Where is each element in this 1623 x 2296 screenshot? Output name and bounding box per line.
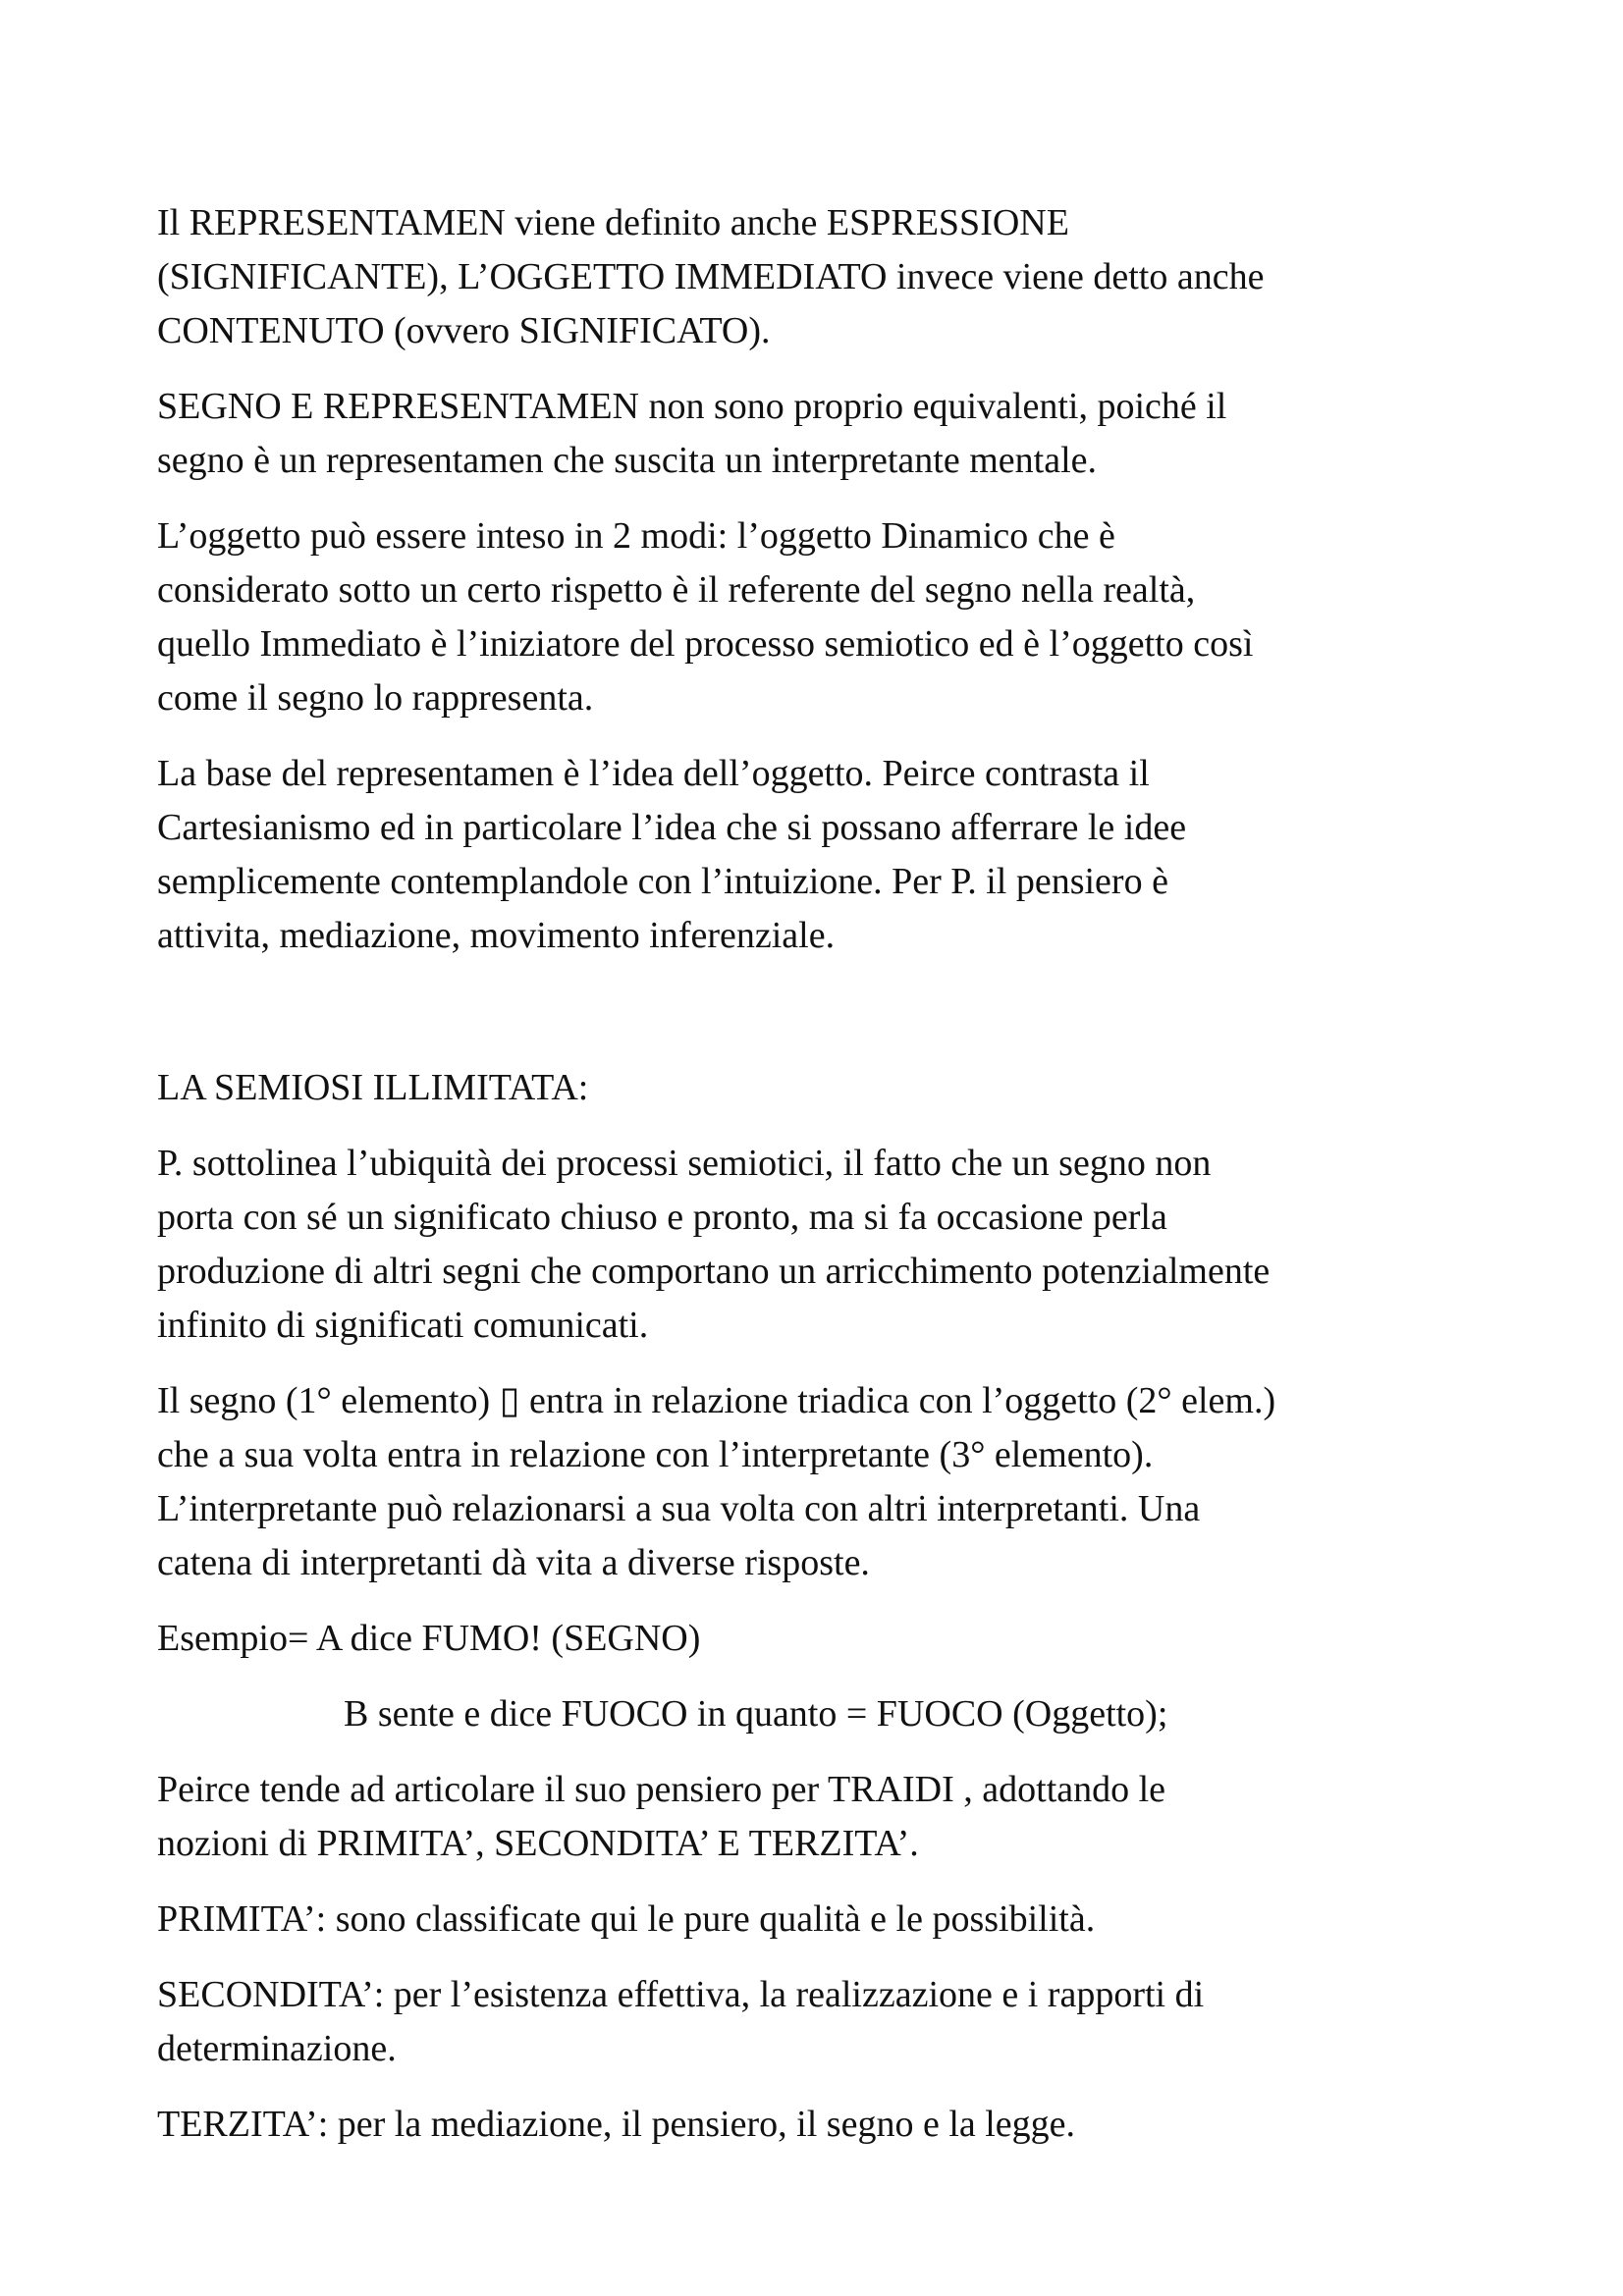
text-line: PRIMITA’: sono classificate qui le pure qualità e le possibilità. — [157, 1898, 1096, 1940]
paragraph-esempio — [157, 1612, 1532, 1666]
text-line: determinazione. — [157, 2028, 397, 2069]
text-line: (SIGNIFICANTE), L’OGGETTO IMMEDIATO invece viene detto anche — [157, 256, 1265, 297]
text-line: infinito di significati comunicati. — [157, 1305, 649, 1346]
paragraph-triadi — [157, 1763, 1532, 1871]
paragraph-primita — [157, 1893, 1532, 1947]
text-line: B sente e dice FUOCO in quanto = FUOCO (Oggetto); — [344, 1693, 1168, 1735]
paragraph-segno-representamen — [157, 380, 1532, 488]
text-line: produzione di altri segni che comportano un arricchimento potenzialmente — [157, 1251, 1271, 1292]
paragraph-relazione-triadica — [157, 1374, 1532, 1590]
text-line: LA SEMIOSI ILLIMITATA: — [157, 1067, 589, 1108]
text-line: porta con sé un significato chiuso e pronto, ma si fa occasione perla — [157, 1197, 1167, 1238]
paragraph-terzita — [157, 2098, 1532, 2152]
text-line: Il REPRESENTAMEN viene definito anche ESPRESSIONE — [157, 202, 1069, 243]
text-line: Il segno (1° elemento) ▯ entra in relazione triadica con l’oggetto (2° elem.) — [157, 1380, 1276, 1421]
document-body — [157, 196, 1532, 2173]
paragraph-base-representamen — [157, 747, 1532, 963]
text-line: L’oggetto può essere inteso in 2 modi: l’oggetto Dinamico che è — [157, 515, 1115, 557]
text-line: catena di interpretanti dà vita a diverse risposte. — [157, 1542, 870, 1583]
text-line: SECONDITA’: per l’esistenza effettiva, la realizzazione e i rapporti di — [157, 1974, 1205, 2015]
text-line: quello Immediato è l’iniziatore del processo semiotico ed è l’oggetto così — [157, 623, 1254, 665]
paragraph-oggetto-modi — [157, 509, 1532, 725]
text-line: CONTENUTO (ovvero SIGNIFICATO). — [157, 310, 771, 351]
paragraph-representamen-definition — [157, 196, 1532, 358]
text-line: TERZITA’: per la mediazione, il pensiero, il segno e la legge. — [157, 2104, 1076, 2145]
paragraph-secondita — [157, 1968, 1532, 2076]
text-line: SEGNO E REPRESENTAMEN non sono proprio equivalenti, poiché il — [157, 386, 1227, 427]
text-line: La base del representamen è l’idea dell’oggetto. Peirce contrasta il — [157, 753, 1150, 794]
text-line: L’interpretante può relazionarsi a sua volta con altri interpretanti. Una — [157, 1488, 1201, 1529]
text-line: semplicemente contemplandole con l’intuizione. Per P. il pensiero è — [157, 861, 1168, 902]
text-line: Cartesianismo ed in particolare l’idea che si possano afferrare le idee — [157, 807, 1187, 848]
text-line: considerato sotto un certo rispetto è il referente del segno nella realtà, — [157, 569, 1196, 611]
text-line: nozioni di PRIMITA’, SECONDITA’ E TERZITA’. — [157, 1823, 919, 1864]
text-line: segno è un representamen che suscita un interpretante mentale. — [157, 440, 1097, 481]
paragraph-esempio-continuazione — [157, 1687, 1532, 1741]
text-line: P. sottolinea l’ubiquità dei processi semiotici, il fatto che un segno non — [157, 1143, 1212, 1184]
text-line: come il segno lo rappresenta. — [157, 677, 594, 719]
text-line: che a sua volta entra in relazione con l’interpretante (3° elemento). — [157, 1434, 1154, 1475]
text-line: attivita, mediazione, movimento inferenziale. — [157, 915, 836, 956]
section-heading-semiosi — [157, 1061, 1532, 1115]
paragraph-ubiquita — [157, 1137, 1532, 1353]
text-line: Peirce tende ad articolare il suo pensiero per TRAIDI , adottando le — [157, 1769, 1166, 1810]
text-line: Esempio= A dice FUMO! (SEGNO) — [157, 1618, 701, 1659]
